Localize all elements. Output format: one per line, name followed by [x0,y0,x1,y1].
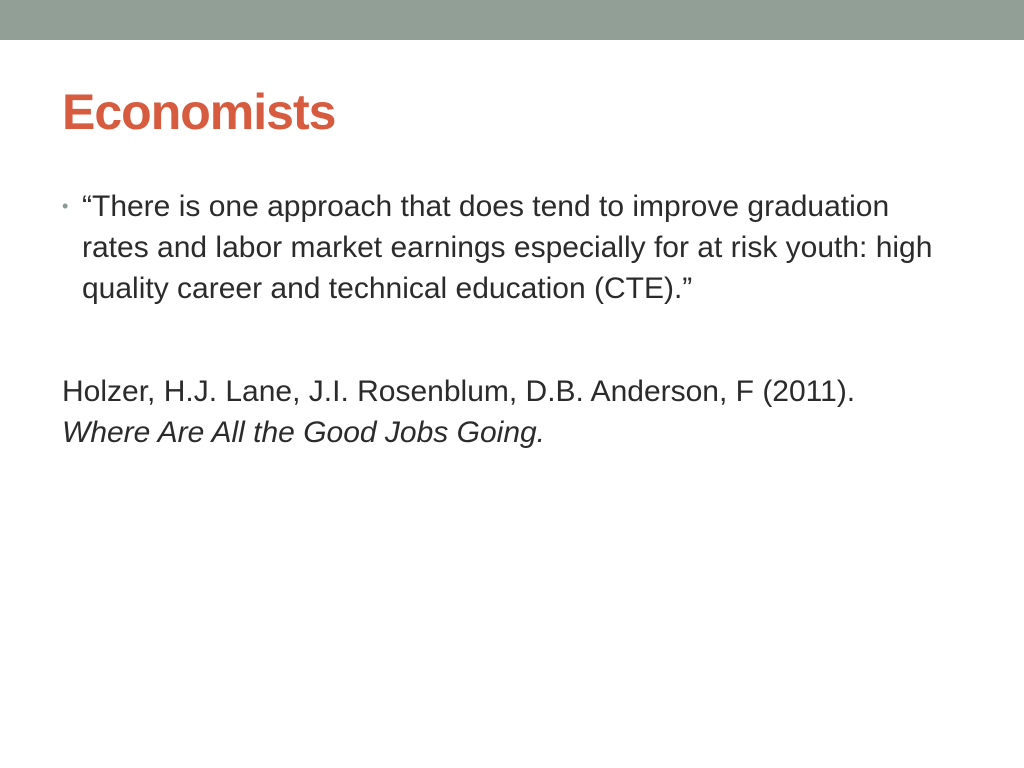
slide-title: Economists [62,84,336,140]
citation-authors: Holzer, H.J. Lane, J.I. Rosenblum, D.B. Anderson, F (2011). [62,375,856,408]
bullet-dot-icon: • [62,196,69,216]
top-bar [0,0,1024,40]
bullet-item [62,186,962,309]
slide-body [62,186,962,453]
bullet-quote-text: “There is one approach that does tend to improve graduation rates and labor market earnings especially for at risk youth: high quality career and technical education (CTE).” [82,190,933,305]
citation [62,371,942,453]
citation-title: Where Are All the Good Jobs Going. [62,416,546,449]
